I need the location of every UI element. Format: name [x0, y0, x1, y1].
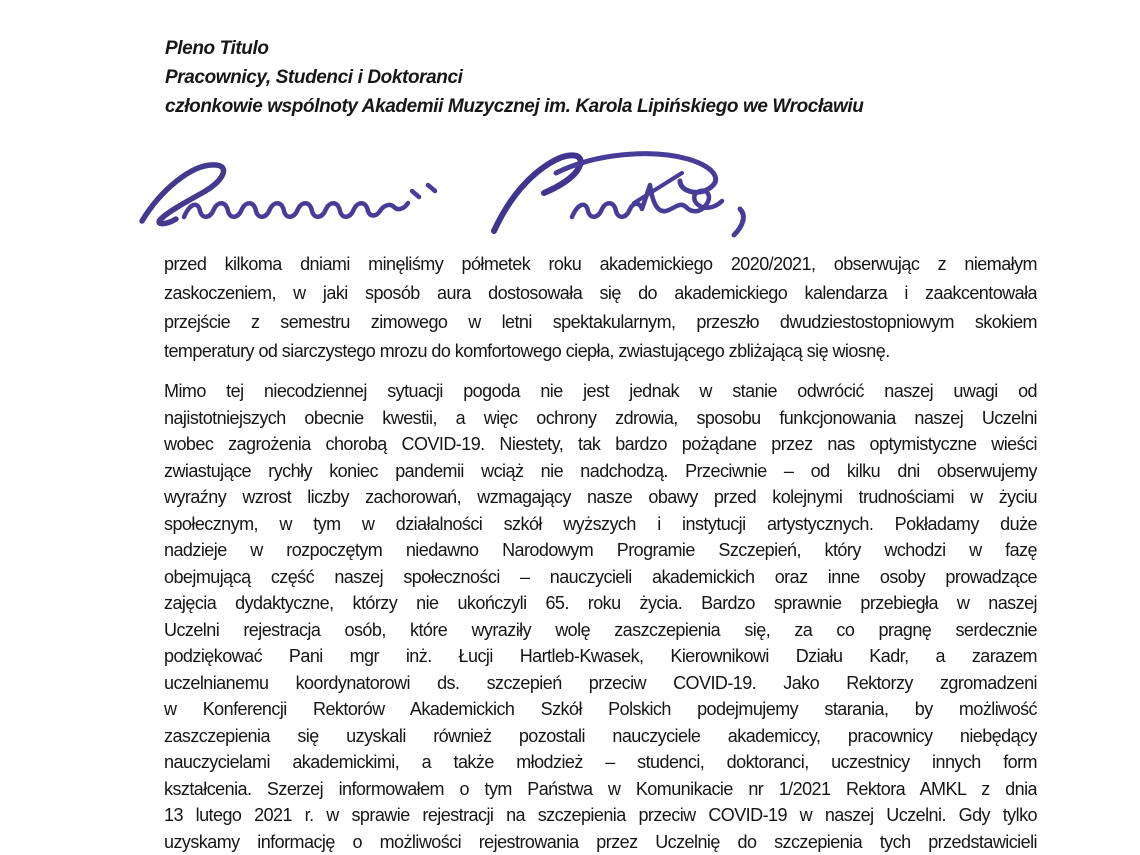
text-line: w Konferencji Rektorów Akademickich Szkół Polskich podejmujemy starania, by możliwość	[164, 699, 1037, 719]
handwritten-greeting	[126, 143, 766, 243]
text-line: nadzieje w rozpoczętym niedawno Narodowym Programie Szczepień, który wchodzi w fazę	[164, 540, 1037, 560]
text-line: nauczycielami akademickimi, a także młodzież – studenci, doktoranci, uczestnicy innych form	[164, 752, 1037, 772]
text-line: kształcenia. Szerzej informowałem o tym Państwa w Komunikacie nr 1/2021 Rektora AMKL z dnia	[164, 778, 1037, 799]
text-line: zaskoczeniem, w jaki sposób aura dostosowała się do akademickiego kalendarza i zaakcentowała	[164, 283, 1037, 303]
ink-stroke	[572, 185, 722, 217]
ink-stroke	[634, 173, 682, 203]
text-line: członkowie wspólnoty Akademii Muzycznej im. Karola Lipińskiego we Wrocławiu	[165, 96, 864, 117]
text-line: podziękować Pani mgr inż. Łucji Hartleb-Kwasek, Kierownikowi Działu Kadr, a zarazem	[164, 646, 1037, 666]
text-line: zajęcia dydaktyczne, którzy nie ukończyli 65. roku życia. Bardzo sprawnie przebiegła w naszej	[164, 593, 1037, 613]
text-line: Pracownicy, Studenci i Doktoranci	[165, 67, 463, 88]
text-line: wobec zagrożenia chorobą COVID-19. Niestety, tak bardzo pożądane przez nas optymistyczne wieści	[164, 434, 1037, 454]
text-line: najistotniejszych obecnie kwestii, a więc ochrony zdrowia, sposobu funkcjonowania naszej Uczelni	[164, 407, 1037, 428]
ink-stroke	[184, 203, 408, 217]
text-line: Pleno Titulo	[165, 38, 269, 59]
text-line: społecznym, w tym w działalności szkół wyższych i instytucji artystycznych. Pokładamy duże	[164, 513, 1037, 534]
ink-stroke	[734, 209, 743, 235]
text-line: uzyskamy informację o możliwości rejestrowania przez Uczelnię do szczepienia tych przedstawicieli	[164, 831, 1037, 852]
text-line: przed kilkoma dniami minęliśmy półmetek roku akademickiego 2020/2021, obserwując z niemałym	[164, 254, 1037, 274]
text-line: zwiastujące rychły koniec pandemii wciąż nie nadchodzą. Przeciwnie – od kilku dni obserwujemy	[164, 460, 1037, 481]
text-line: 13 lutego 2021 r. w sprawie rejestracji na szczepienia przeciw COVID-19 w naszej Uczelni. Gdy tylko	[164, 805, 1037, 825]
text-line: uczelnianemu koordynatorowi ds. szczepień przeciw COVID-19. Jako Rektorzy zgromadzeni	[164, 672, 1037, 693]
text-line: Uczelni rejestracja osób, które wyraziły wolę zaszczepienia się, za co pragnę serdecznie	[164, 619, 1037, 640]
letter-addressee-block	[165, 34, 1065, 121]
ink-stroke	[412, 185, 435, 197]
body-paragraph-2	[164, 378, 1037, 855]
text-line: temperatury od siarczystego mrozu do komfortowego ciepła, zwiastującego zbliżającą się wiosnę.	[164, 341, 890, 361]
text-line: wyraźny wzrost liczby zachorowań, wzmagający nasze obawy przed kolejnymi trudnościami w życiu	[164, 487, 1037, 507]
text-line: Mimo tej niecodziennej sytuacji pogoda nie jest jednak w stanie odwrócić naszej uwagi od	[164, 381, 1037, 401]
text-line: zaszczepienia się uzyskali również pozostali nauczyciele akademiccy, pracownicy niebędący	[164, 725, 1037, 746]
text-line: przejście z semestru zimowego w letni spektakularnym, przeszło dwudziestostopniowym skokiem	[164, 312, 1037, 332]
body-paragraph-1	[164, 250, 1037, 366]
text-line: obejmującą część naszej społeczności – nauczycieli akademickich oraz inne osoby prowadzące	[164, 566, 1037, 587]
